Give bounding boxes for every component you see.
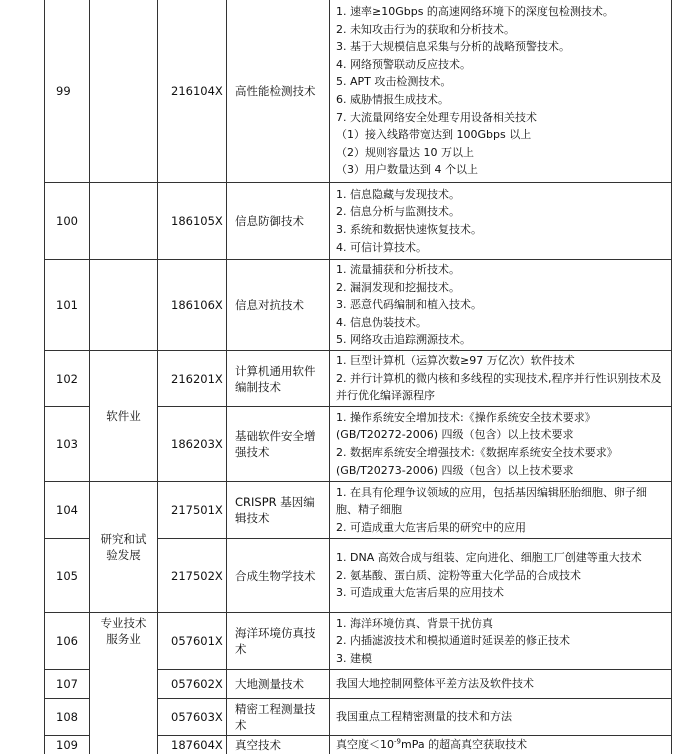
row-number: 100 [56, 214, 78, 228]
row-tech-name: 基础软件安全增强技术 [235, 429, 316, 459]
row-number: 105 [56, 568, 78, 583]
row-tech-name: 信息防御技术 [235, 214, 304, 228]
row-tech-name: 高性能检测技术 [235, 84, 316, 98]
row-tech-details: 1. 巨型计算机（运算次数≥97 万亿次）软件技术 2. 并行计算机的微内核和多线程的实现技术,程序并行性识别技术及并行优化编译源程序 [336, 354, 662, 403]
row-code: 187604X [171, 738, 223, 752]
row-number: 109 [56, 738, 78, 752]
row-code: 186203X [171, 437, 223, 451]
row-code: 186106X [171, 298, 223, 312]
row-number: 107 [56, 677, 78, 691]
row-number: 106 [56, 634, 78, 648]
category-software: 软件业 [106, 409, 141, 423]
row-tech-name: 大地测量技术 [235, 677, 304, 691]
row-code: 217502X [171, 568, 223, 583]
row-tech-name: 合成生物学技术 [235, 568, 316, 583]
row-tech-details: 1. 在具有伦理争议领域的应用，包括基因编辑胚胎细胞、卵子细胞、精子细胞 2. 可造成重大危害后果的研究中的应用 [336, 485, 647, 534]
row-tech-details: 1. DNA 高效合成与组装、定向进化、细胞工厂创建等重大技术 2. 氨基酸、蛋白质、淀粉等重大化学品的合成技术 3. 可造成重大危害后果的应用技术 [336, 551, 642, 600]
row-tech-details: 1. 海洋环境仿真、背景干扰仿真 2. 内插滤波技术和模拟通道时延误差的修正技术 3. 建模 [336, 616, 570, 665]
row-tech-name: 精密工程测量技术 [235, 702, 316, 732]
row-code: 186105X [171, 214, 223, 228]
row-code: 217501X [171, 503, 223, 517]
row-tech-details: 1. 速率≥10Gbps 的高速网络环境下的深度包检测技术。 2. 未知攻击行为的获取和分析技术。 3. 基于大规模信息采集与分析的战略预警技术。 4. 网络预警联动反应技术。 5. APT 攻击检测技术。 6. 威胁情报生成技术。 7. 大流量网络安全处理专用设备相关技术 （1）接入线路带宽达到 100Gbps 以上 （2）规则容量达 10 万以上 （3）用户数量达到 4 个以上 [336, 5, 614, 177]
row-tech-name: 海洋环境仿真技术 [235, 626, 316, 656]
row-tech-details: 我国重点工程精密测量的技术和方法 [336, 710, 512, 724]
row-code: 057603X [171, 710, 223, 724]
row-tech-name: CRISPR 基因编辑技术 [235, 495, 315, 525]
row-code: 216104X [171, 84, 223, 98]
row-code: 057602X [171, 677, 223, 691]
row-tech-name: 信息对抗技术 [235, 298, 304, 312]
row-number: 99 [56, 84, 71, 98]
row-number: 104 [56, 503, 78, 517]
tech-table [44, 0, 672, 754]
row-tech-details: 1. 信息隐藏与发现技术。 2. 信息分析与监测技术。 3. 系统和数据快速恢复技术。 4. 可信计算技术。 [336, 187, 482, 254]
row-tech-name: 真空技术 [235, 738, 281, 752]
row-code: 216201X [171, 371, 223, 386]
category-services: 专业技术服务业 [100, 616, 147, 646]
row-tech-name: 计算机通用软件编制技术 [235, 363, 316, 394]
row-tech-details: 真空度$<10^{-9}mPa$ 的超高真空获取技术 [336, 737, 528, 752]
row-tech-details: 我国大地控制网整体平差方法及软件技术 [336, 677, 534, 691]
row-number: 102 [56, 371, 78, 386]
row-tech-details: 1. 流量捕获和分析技术。 2. 漏洞发现和挖掘技术。 3. 恶意代码编制和植入技术。 4. 信息伪装技术。 5. 网络攻击追踪溯源技术。 [336, 263, 482, 347]
col-border [671, 0, 672, 754]
row-code: 057601X [171, 634, 223, 648]
row-number: 103 [56, 437, 78, 451]
row-tech-details: 1. 操作系统安全增加技术:《操作系统安全技术要求》(GB/T20272-2006) 四级（包含）以上技术要求 2. 数据库系统安全增强技术:《数据库系统安全技术要求》(GB/T20273-2006) 四级（包含）以上技术要求 [336, 410, 618, 477]
category-rnd: 研究和试验发展 [100, 532, 147, 562]
row-number: 101 [56, 298, 78, 312]
row-number: 108 [56, 710, 78, 724]
